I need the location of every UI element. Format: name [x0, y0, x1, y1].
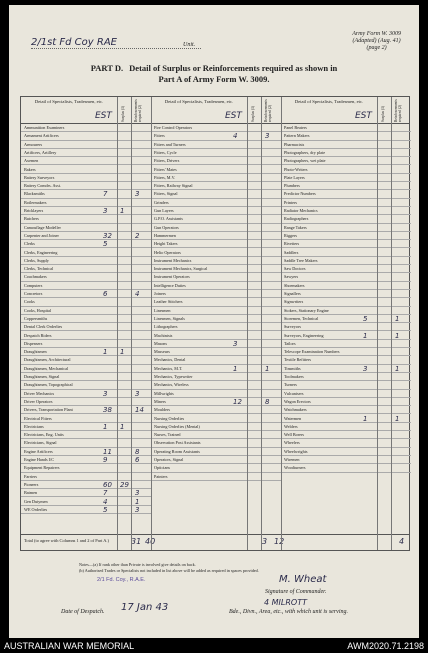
row-est: 6 [103, 290, 108, 298]
row-label: Instrument Mechanics, Surgical [154, 266, 208, 272]
row-label: Signwriters [284, 299, 304, 305]
row-label: Miners [154, 398, 166, 404]
row-label: Wheelwrights [284, 448, 308, 454]
total-c3-reinf: 4 [399, 537, 405, 546]
place-handwritten: 4 MILROTT [264, 598, 307, 607]
row-label: Clerks, Supply [24, 257, 49, 263]
form-ref-line-3: (page 2) [366, 45, 387, 51]
row-label: Intelligence Duties [154, 282, 186, 288]
row-label: Fitters, Drivers [154, 158, 180, 164]
row-label: Draughtsmen, Topographical [24, 382, 73, 388]
row-label: Bakers [24, 166, 36, 172]
date-label: Date of Despatch. [61, 609, 105, 615]
row-label: Wheelers [284, 440, 300, 446]
row-label: Operating Room Assistants [154, 448, 200, 454]
row-est: 3 [233, 339, 238, 348]
row-label: Saw Doctors [284, 266, 306, 272]
row-reinforcements: 8 [135, 447, 140, 456]
row-reinforcements: 1 [395, 414, 400, 423]
row-label: Fitters' Mates [154, 166, 177, 172]
row-label: Driver Mechanics [24, 390, 55, 396]
header-surplus: Surplus (1) [381, 105, 385, 122]
row-label: Fitters, M.V. [154, 174, 176, 180]
row-label: Operators, Signal [154, 457, 184, 462]
column-rule [281, 97, 282, 550]
row-label: Battery Comdrs. Asst. [24, 183, 61, 189]
notes-line-1: Notes—(a) If rank other than Private is involved give details on back. [79, 562, 196, 567]
row-est: 32 [103, 231, 112, 240]
column-rule [377, 97, 378, 550]
specialists-table [20, 96, 410, 551]
row-label: Vulcanisers [284, 390, 304, 396]
row-label: Opticians [154, 465, 171, 471]
row-label: Grinders [154, 199, 169, 205]
form-sheet [9, 5, 419, 638]
header-surplus: Surplus (1) [251, 105, 255, 122]
row-label: Electrical Fitters [24, 415, 52, 421]
row-est: 7 [103, 190, 108, 199]
row-est: 12 [233, 397, 242, 406]
row-label: Butchers [24, 216, 39, 222]
row-label: Instrument Operators [154, 274, 190, 280]
row-label: Clerks, Engineering [24, 249, 58, 255]
row-label: Surveyors [284, 324, 301, 330]
row-label: Despatch Riders [24, 332, 52, 338]
row-label: Blacksmiths [24, 191, 45, 197]
row-est: 3 [103, 207, 108, 215]
row-label: Masons [154, 340, 168, 346]
row-label: Painters [154, 473, 168, 479]
unit-handwritten: 2/1st Fd Coy RAE [31, 37, 117, 48]
archive-id: AWM2020.71.2198 [347, 641, 424, 651]
row-label: Batmen [24, 490, 38, 496]
row-est: 4 [233, 132, 238, 141]
row-label: Ammunition Examiners [24, 125, 65, 130]
header-detail: Detail of Specialists, Tradesmen, etc. [164, 99, 234, 104]
row-label: Rivetters [284, 241, 300, 247]
row-label: Clerks [24, 241, 35, 247]
row-label: Battery Surveyors [24, 174, 55, 180]
part-label: PART D. [90, 63, 124, 73]
row-label: Gun Operators [154, 224, 179, 230]
row-reinforcements: 1 [265, 364, 270, 373]
header-est: EST [355, 111, 372, 121]
row-surplus: 1 [120, 422, 125, 431]
row-label: Woodturners [284, 465, 306, 471]
header-reinforcements: Reinforcements required (2) [134, 99, 142, 122]
row-label: Stokers, Stationary Engine [284, 307, 329, 313]
row-label: Storemen, Technical [284, 315, 319, 321]
row-label: Nursing Orderlies [154, 415, 185, 421]
row-label: Armament Artificers [24, 133, 59, 139]
row-est: 3 [363, 364, 368, 373]
row-est: 9 [103, 456, 108, 464]
header-detail: Detail of Specialists, Tradesmen, etc. [294, 99, 364, 104]
row-reinforcements: 2 [135, 231, 140, 240]
row-label: Mechanics, Typewriter [154, 374, 193, 379]
row-label: Axemen [24, 158, 39, 164]
notes-line-2: (b) Authorised Trades or Specialists not included in list above will be added as required in spaces provided. [79, 568, 259, 573]
row-est: 1 [363, 331, 368, 340]
row-label: Riggers [284, 232, 298, 238]
row-label: Draughtsmen, Mechanical [24, 365, 69, 371]
row-label: Concretors [24, 291, 43, 296]
row-label: Mechanics, Dental [154, 357, 186, 363]
row-est: 7 [103, 489, 108, 498]
row-label: Engine Hands I/C [24, 457, 55, 462]
row-label: Engine Artificers [24, 448, 53, 454]
row-label: Coppersmiths [24, 315, 48, 321]
row-label: Electricians [24, 423, 44, 429]
row-label: Signallers [284, 291, 301, 296]
row-reinforcements: 1 [395, 331, 400, 340]
row-label: Fitters, Signal [154, 191, 178, 197]
archive-footer [0, 641, 428, 653]
row-est: 1 [233, 364, 238, 373]
row-label: Camouflage Modeller [24, 224, 61, 230]
total-c1-reinf: 40 [145, 537, 156, 546]
date-handwritten: 17 Jan 43 [121, 602, 169, 613]
row-label: Range Takers [284, 224, 307, 230]
row-label: Millwrights [154, 390, 174, 396]
row-label: Linesmen [154, 307, 171, 313]
header-est: EST [95, 111, 112, 121]
row-label: Instrument Mechanics [154, 257, 192, 263]
header-reinforcements: Reinforcements required (2) [264, 99, 272, 122]
row-label: Telescope Examination Numbers [284, 349, 340, 355]
row-est: 1 [363, 414, 368, 423]
row-label: Plate Layers [284, 174, 305, 180]
row-label: Bricklayers [24, 208, 44, 213]
row-label: Fitters, Cycle [154, 149, 177, 155]
total-c1-surplus: 31 [131, 537, 142, 546]
form-ref-line-2: (Adapted) (Aug. 41) [352, 38, 401, 44]
row-label: Masseurs [154, 349, 170, 355]
column-rule [391, 97, 392, 550]
row-surplus: 1 [120, 207, 125, 215]
row-label: Boilermakers [24, 199, 47, 205]
row-est: 1 [103, 422, 108, 431]
row-label: Clerks, Technical [24, 266, 54, 272]
row-label: Joiners [154, 291, 166, 296]
row-label: Equipment Repairers [24, 465, 60, 471]
row-label: G.P.O. Assistants [154, 216, 183, 222]
row-surplus: 29 [120, 480, 129, 489]
row-label: Computers [24, 282, 43, 288]
row-label: Fitters, Railway Signal [154, 183, 193, 189]
row-label: Fitters [154, 133, 165, 139]
row-label: Textile Refitters [284, 357, 312, 363]
row-label: Radiographers [284, 216, 309, 222]
row-label: Artificers, Artillery [24, 149, 57, 155]
row-est: 38 [103, 406, 112, 415]
title-line-1: Detail of Surplus or Reinforcements required as shown in [129, 63, 338, 73]
row-label: Photographers, dry plate [284, 149, 326, 155]
signature-label: Signature of Commander. [265, 589, 327, 595]
row-label: Cooks, Hospital [24, 307, 51, 313]
row-label: Photographers, wet plate [284, 158, 326, 164]
row-est: 11 [103, 447, 112, 456]
row-label: Height Takers [154, 241, 178, 247]
bde-label: Bde., Divn., Area, etc., with which unit is serving. [229, 609, 348, 615]
row-label: Gun Layers [154, 208, 174, 213]
row-label: Farriers [24, 473, 38, 479]
row-label: Saddle Tree Makers [284, 257, 318, 263]
row-label: Printers [284, 199, 298, 205]
row-label: Wiremen [284, 457, 300, 462]
column-rule [131, 97, 132, 550]
table-header [21, 97, 409, 124]
row-label: Electricians, Eng. Units [24, 432, 64, 438]
row-reinforcements: 14 [135, 406, 144, 415]
header-reinforcements: Reinforcements required (2) [394, 99, 402, 122]
row-label: Cooks [24, 299, 35, 305]
row-reinforcements: 3 [265, 132, 270, 141]
row-label: Draughtsmen, Architectural [24, 357, 71, 363]
column-rule [117, 97, 118, 550]
row-label: Moulders [154, 407, 171, 413]
row-label: WE Orderlies [24, 506, 48, 512]
row-label: Panel Beaters [284, 125, 307, 130]
unit-line [31, 35, 201, 49]
row-label: Lithographers [154, 324, 178, 330]
column-rule [247, 97, 248, 550]
form-title [9, 63, 419, 85]
row-label: Machinists [154, 332, 173, 338]
row-label: Coachmakers [24, 274, 47, 280]
row-label: Watermen [284, 415, 302, 421]
row-label: Turners [284, 382, 297, 388]
row-reinforcements: 3 [135, 489, 140, 498]
row-est: 5 [103, 240, 108, 249]
row-est: 3 [103, 389, 108, 398]
header-est: EST [225, 111, 242, 121]
form-reference [352, 31, 401, 52]
row-label: Sawyers [284, 274, 299, 280]
row-label: Linesmen, Signals [154, 315, 185, 321]
row-label: Toolmakers [284, 374, 304, 379]
header-surplus: Surplus (1) [121, 105, 125, 122]
row-label: Gen Dutymen [24, 498, 48, 504]
row-reinforcements: 1 [395, 364, 400, 373]
row-label: Armourers [24, 141, 43, 147]
row-reinforcements: 3 [135, 389, 140, 398]
row-reinforcements: 3 [135, 505, 140, 514]
row-label: Tinsmiths [284, 365, 301, 371]
row-label: Predictor Numbers [284, 191, 316, 197]
total-c2-surplus: 3 [262, 537, 268, 546]
row-label: Saddlers [284, 249, 299, 255]
row-label: Fire Control Operators [154, 125, 193, 130]
commander-signature: M. Wheat [279, 574, 327, 585]
row-label: Mechanics, M.T. [154, 365, 183, 371]
row-label: Fitters and Turners [154, 141, 186, 147]
row-reinforcements: 6 [135, 456, 140, 464]
row-label: Driver Operators [24, 398, 53, 404]
row-label: Pioneers [24, 481, 39, 487]
row-label: Photo-Writers [284, 166, 308, 172]
form-ref-line-1: Army Form W. 3009 [352, 31, 401, 37]
row-surplus: 1 [120, 348, 125, 357]
row-reinforcements: 1 [135, 497, 140, 506]
row-label: Leather Stitchers [154, 299, 183, 305]
row-label: Draughtsmen [24, 349, 47, 355]
row-label: Dental Clerk Orderlies [24, 324, 63, 330]
notes [79, 562, 259, 574]
row-est: 60 [103, 480, 112, 489]
row-label: Draughtsmen, Signal [24, 374, 60, 379]
column-rule [261, 97, 262, 550]
row-est: 5 [103, 505, 108, 514]
row-label: Carpenter and Joiner [24, 232, 59, 238]
row-label: Radiator Mechanics [284, 208, 318, 213]
row-label: Wagon Erectors [284, 398, 311, 404]
row-label: Pattern Makers [284, 133, 310, 139]
row-reinforcements: 4 [135, 290, 140, 298]
row-label: Electricians, Signal [24, 440, 57, 446]
row-label: Surveyors, Engineering [284, 332, 324, 338]
row-label: Mechanics, Wireless [154, 382, 189, 388]
row-label: Nurses, Trained [154, 432, 181, 438]
column-rule [151, 97, 152, 550]
row-label: Shoemakers [284, 282, 305, 288]
title-line-2: Part A of Army Form W. 3009. [158, 74, 270, 84]
row-label: Tailors [284, 340, 296, 346]
row-label: Pharmacists [284, 141, 305, 147]
row-reinforcements: 1 [395, 314, 400, 323]
row-label: Hammermen [154, 232, 176, 238]
unit-label: Unit. [183, 42, 196, 48]
row-label: Watchmakers [284, 407, 307, 413]
row-est: 4 [103, 497, 108, 506]
row-est: 1 [103, 348, 108, 357]
row-label: Helio Operators [154, 249, 181, 255]
row-label: Drivers, Transportation Plant [24, 407, 73, 413]
row-label: Welders [284, 423, 298, 429]
total-c2-reinf: 12 [274, 537, 285, 546]
row-label: Dispensers [24, 340, 43, 346]
row-label: Nursing Orderlies (Mental) [154, 423, 200, 429]
row-reinforcements: 8 [265, 397, 270, 406]
row-label: Well Borers [284, 432, 305, 438]
row-reinforcements: 3 [135, 190, 140, 199]
header-detail: Detail of Specialists, Tradesmen, etc. [34, 99, 104, 104]
unit-stamp: 2/1 Fd. Coy., R.A.E. [97, 577, 146, 583]
total-row [21, 534, 409, 550]
total-label: Total (to agree with Columns 1 and 2 of Part A.) [24, 538, 109, 543]
row-label: Plumbers [284, 183, 300, 189]
row-est: 5 [363, 314, 368, 323]
archive-name: AUSTRALIAN WAR MEMORIAL [4, 641, 135, 651]
row-label: Observation Post Assistants [154, 440, 201, 446]
